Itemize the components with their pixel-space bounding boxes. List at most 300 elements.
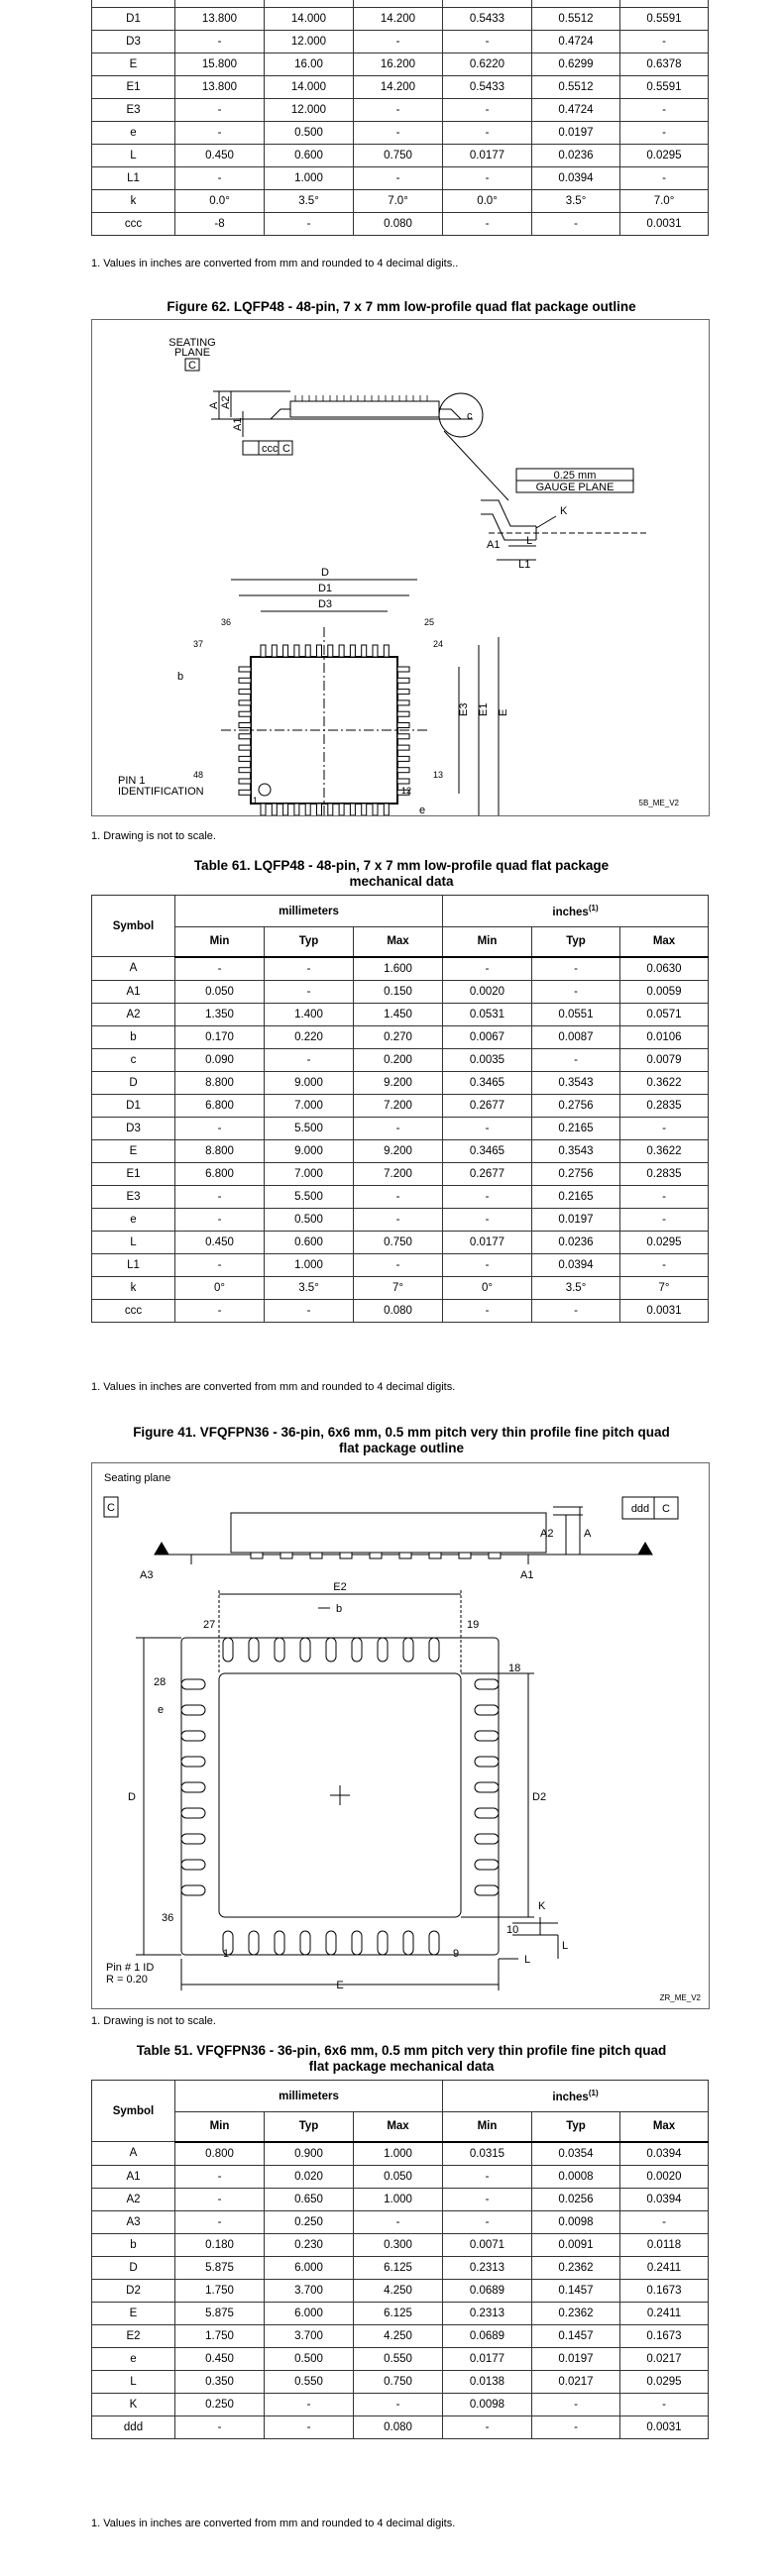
value-cell: 0.230 <box>265 2233 354 2256</box>
value-cell: - <box>443 1253 532 1276</box>
value-cell: 6.800 <box>175 1162 265 1185</box>
value-cell: 7.0° <box>620 190 709 213</box>
table-row <box>92 1094 709 1117</box>
value-cell: 0.0008 <box>532 2165 620 2188</box>
value-cell: - <box>443 99 532 122</box>
label-a1: A1 <box>520 1569 534 1581</box>
value-cell: 0.0394 <box>532 1253 620 1276</box>
label-pin-36: 36 <box>162 1912 174 1924</box>
value-cell: 0.550 <box>354 2347 443 2370</box>
symbol-cell: b <box>92 1025 175 1048</box>
label-e1: E1 <box>478 702 490 716</box>
header-millimeters: millimeters <box>175 2081 443 2112</box>
value-cell: 0.180 <box>175 2233 265 2256</box>
label-d: D <box>321 567 329 579</box>
value-cell: - <box>620 1208 709 1231</box>
value-cell: 0.0079 <box>620 1048 709 1071</box>
value-cell: 0.500 <box>265 2347 354 2370</box>
value-cell: 7.000 <box>265 1094 354 1117</box>
label-pin-19: 19 <box>467 1619 480 1631</box>
value-cell: 0.0091 <box>532 2233 620 2256</box>
symbol-cell: A3 <box>92 2210 175 2233</box>
value-cell: 0.3543 <box>532 1071 620 1094</box>
header-typ: Typ <box>265 927 354 957</box>
value-cell: 0.2677 <box>443 1094 532 1117</box>
value-cell: 0.2313 <box>443 2256 532 2279</box>
value-cell: - <box>443 2165 532 2188</box>
header-min: Min <box>443 2112 532 2142</box>
value-cell: 6.000 <box>265 2256 354 2279</box>
table-row <box>92 980 709 1003</box>
value-cell: 0.0031 <box>620 2415 709 2438</box>
table-row <box>92 1139 709 1162</box>
table-row <box>92 145 709 167</box>
value-cell: - <box>443 957 532 981</box>
value-cell: 0.0531 <box>443 1003 532 1025</box>
value-cell: 1.600 <box>354 957 443 981</box>
value-cell: 3.5° <box>265 1276 354 1299</box>
value-cell: - <box>354 1253 443 1276</box>
value-cell: - <box>354 99 443 122</box>
top-table-footnote: 1. Values in inches are converted from mm and rounded to 4 decimal digits.. <box>91 258 459 269</box>
symbol-cell: D3 <box>92 31 175 54</box>
table-51-title-line1: Table 51. VFQFPN36 - 36-pin, 6x6 mm, 0.5 mm pitch very thin profile fine pitch quad <box>136 2043 667 2058</box>
table-61 <box>91 895 709 1323</box>
value-cell: 0.050 <box>175 980 265 1003</box>
value-cell: 0.200 <box>354 1048 443 1071</box>
value-cell: 12.000 <box>265 99 354 122</box>
value-cell: 0.6299 <box>532 54 620 76</box>
value-cell: 5.500 <box>265 1117 354 1139</box>
table-61-title-line2: mechanical data <box>349 874 454 889</box>
value-cell: - <box>532 980 620 1003</box>
value-cell: 0.0° <box>443 190 532 213</box>
table-row <box>92 1185 709 1208</box>
label-d3: D3 <box>317 598 333 610</box>
value-cell: 7.200 <box>354 1094 443 1117</box>
value-cell: 0.2165 <box>532 1185 620 1208</box>
label-l1: L1 <box>518 559 531 571</box>
value-cell: - <box>620 2393 709 2415</box>
value-cell: - <box>532 1299 620 1322</box>
value-cell: 0.0106 <box>620 1025 709 1048</box>
value-cell: 0.0551 <box>532 1003 620 1025</box>
value-cell: 0.500 <box>265 122 354 145</box>
value-cell: 0.350 <box>175 2370 265 2393</box>
label-pin-13: 13 <box>433 770 444 780</box>
label-pin-27: 27 <box>203 1619 216 1631</box>
value-cell: 0.0394 <box>532 167 620 190</box>
label-e3: E3 <box>458 702 470 716</box>
value-cell: - <box>532 957 620 981</box>
label-c-datum: C <box>188 360 196 372</box>
value-cell: 0.080 <box>354 2415 443 2438</box>
value-cell: 0.0394 <box>620 2188 709 2210</box>
header-max: Max <box>620 927 709 957</box>
value-cell: 0° <box>175 1276 265 1299</box>
value-cell: 3.5° <box>532 190 620 213</box>
header-max: Max <box>620 2112 709 2142</box>
value-cell: 6.125 <box>354 2302 443 2324</box>
label-ddd: ddd <box>630 1503 650 1515</box>
label-e-pitch: e <box>419 805 426 815</box>
symbol-cell: E <box>92 1139 175 1162</box>
value-cell: 6.125 <box>354 2256 443 2279</box>
label-pin-10: 10 <box>506 1924 519 1936</box>
value-cell: - <box>354 2210 443 2233</box>
label-l: L <box>524 1954 531 1966</box>
value-cell: 7.000 <box>265 1162 354 1185</box>
value-cell: 1.000 <box>265 167 354 190</box>
symbol-cell: A <box>92 957 175 981</box>
value-cell: 14.200 <box>354 76 443 99</box>
symbol-cell: D3 <box>92 1117 175 1139</box>
header-typ: Typ <box>532 2112 620 2142</box>
value-cell: 0.5512 <box>532 76 620 99</box>
table-row <box>92 8 709 31</box>
value-cell: - <box>354 1208 443 1231</box>
value-cell: 1.750 <box>175 2279 265 2302</box>
value-cell: - <box>354 1117 443 1139</box>
value-cell: 1.000 <box>265 1253 354 1276</box>
figure-41-code: ZR_ME_V2 <box>659 1993 701 2002</box>
value-cell: - <box>620 99 709 122</box>
value-cell: - <box>620 1253 709 1276</box>
value-cell: 0.0315 <box>443 2142 532 2166</box>
figure-62-title: Figure 62. LQFP48 - 48-pin, 7 x 7 mm low-profile quad flat package outline <box>167 299 636 314</box>
value-cell: 0.0071 <box>443 2233 532 2256</box>
symbol-cell: L1 <box>92 167 175 190</box>
value-cell: 1.750 <box>175 2324 265 2347</box>
value-cell: 4.250 <box>354 2279 443 2302</box>
symbol-cell: E2 <box>92 2324 175 2347</box>
symbol-cell: E3 <box>92 99 175 122</box>
value-cell: 0.1457 <box>532 2279 620 2302</box>
figure-62-footnote: 1. Drawing is not to scale. <box>91 830 216 842</box>
value-cell: 0.090 <box>175 1048 265 1071</box>
label-pin-37: 37 <box>193 639 204 649</box>
value-cell: 0.0197 <box>532 1208 620 1231</box>
symbol-cell: e <box>92 122 175 145</box>
table-row <box>92 2233 709 2256</box>
symbol-cell: ccc <box>92 213 175 236</box>
value-cell: 0.080 <box>354 213 443 236</box>
label-seating: SEATING <box>168 337 216 349</box>
value-cell: - <box>443 1117 532 1139</box>
label-pin-24: 24 <box>433 639 444 649</box>
symbol-cell: D1 <box>92 8 175 31</box>
value-cell: 0.1673 <box>620 2324 709 2347</box>
value-cell: 8.800 <box>175 1071 265 1094</box>
value-cell: 0.3622 <box>620 1139 709 1162</box>
table-row <box>92 167 709 190</box>
value-cell: 7° <box>354 1276 443 1299</box>
label-l: L <box>526 535 533 547</box>
figure-41-footnote: 1. Drawing is not to scale. <box>91 2015 216 2027</box>
label-a2: A2 <box>220 395 232 409</box>
table-row <box>92 190 709 213</box>
value-cell: 0.750 <box>354 145 443 167</box>
value-cell: 3.700 <box>265 2279 354 2302</box>
label-c-datum: C <box>107 1502 115 1514</box>
value-cell: 0.0177 <box>443 2347 532 2370</box>
value-cell: 0.080 <box>354 1299 443 1322</box>
value-cell: 0.0035 <box>443 1048 532 1071</box>
value-cell: 4.250 <box>354 2324 443 2347</box>
value-cell: 0.0295 <box>620 2370 709 2393</box>
label-pin1-id: Pin # 1 ID <box>106 1962 155 1974</box>
value-cell: - <box>175 2210 265 2233</box>
value-cell: 9.200 <box>354 1071 443 1094</box>
value-cell: - <box>443 1208 532 1231</box>
table-row <box>92 1025 709 1048</box>
value-cell: 0.020 <box>265 2165 354 2188</box>
value-cell: 0.250 <box>265 2210 354 2233</box>
value-cell: 0.2411 <box>620 2256 709 2279</box>
value-cell: 7° <box>620 1276 709 1299</box>
value-cell: 0.3465 <box>443 1139 532 1162</box>
value-cell: - <box>532 213 620 236</box>
value-cell: 0.1457 <box>532 2324 620 2347</box>
header-inches-text: inches <box>552 906 589 918</box>
figure-41-title <box>59 1425 743 1456</box>
value-cell: 0.0630 <box>620 957 709 981</box>
value-cell: 0.0° <box>175 190 265 213</box>
table-row <box>92 2347 709 2370</box>
value-cell: 0.0177 <box>443 1231 532 1253</box>
symbol-cell: k <box>92 190 175 213</box>
label-k: K <box>560 505 568 517</box>
label-pin-48: 48 <box>193 770 204 780</box>
value-cell: 0.600 <box>265 1231 354 1253</box>
value-cell: - <box>443 213 532 236</box>
symbol-cell: L1 <box>92 1253 175 1276</box>
table-row <box>92 1299 709 1322</box>
table-51-title-line2: flat package mechanical data <box>308 2059 495 2074</box>
value-cell: 6.000 <box>265 2302 354 2324</box>
top-dimensions-table <box>91 0 709 236</box>
value-cell: 9.000 <box>265 1071 354 1094</box>
label-pin1-b: IDENTIFICATION <box>118 786 204 798</box>
value-cell: 0.0059 <box>620 980 709 1003</box>
table-row <box>92 2165 709 2188</box>
value-cell: 0.5591 <box>620 8 709 31</box>
value-cell: 1.000 <box>354 2188 443 2210</box>
header-inches-sup: (1) <box>588 2089 599 2098</box>
figure-62-labels <box>92 320 709 815</box>
symbol-cell: k <box>92 1276 175 1299</box>
value-cell: 0.5591 <box>620 76 709 99</box>
label-b: b <box>177 671 184 683</box>
value-cell: - <box>532 1048 620 1071</box>
value-cell: 0.2756 <box>532 1162 620 1185</box>
label-a1-detail: A1 <box>487 539 501 551</box>
label-pin-36: 36 <box>221 617 232 627</box>
value-cell: 0.0217 <box>620 2347 709 2370</box>
value-cell: 0.0087 <box>532 1025 620 1048</box>
value-cell: 0.0138 <box>443 2370 532 2393</box>
table-61-title <box>59 858 743 890</box>
table-row <box>92 213 709 236</box>
label-k: K <box>538 1900 546 1912</box>
value-cell: - <box>175 1208 265 1231</box>
value-cell: 15.800 <box>175 54 265 76</box>
header-symbol: Symbol <box>92 896 175 957</box>
value-cell: 14.200 <box>354 8 443 31</box>
symbol-cell: D <box>92 2256 175 2279</box>
value-cell: 0.0067 <box>443 1025 532 1048</box>
table-row <box>92 1253 709 1276</box>
table-51-footnote: 1. Values in inches are converted from mm and rounded to 4 decimal digits. <box>91 2518 456 2529</box>
label-pin-12: 12 <box>401 786 412 796</box>
value-cell: 3.5° <box>532 1276 620 1299</box>
value-cell: 5.500 <box>265 1185 354 1208</box>
symbol-cell: b <box>92 2233 175 2256</box>
table-row <box>92 1003 709 1025</box>
symbol-cell: D <box>92 1071 175 1094</box>
table-row <box>92 2370 709 2393</box>
value-cell: 7.0° <box>354 190 443 213</box>
value-cell: - <box>443 1185 532 1208</box>
symbol-cell: K <box>92 2393 175 2415</box>
header-typ: Typ <box>265 2112 354 2142</box>
value-cell: 0.5433 <box>443 76 532 99</box>
value-cell: 0.0197 <box>532 2347 620 2370</box>
value-cell: 0.0256 <box>532 2188 620 2210</box>
figure-41-title-line1: Figure 41. VFQFPN36 - 36-pin, 6x6 mm, 0.5 mm pitch very thin profile fine pitch quad <box>133 1425 670 1440</box>
value-cell: -8 <box>175 213 265 236</box>
value-cell: 7.200 <box>354 1162 443 1185</box>
value-cell: 16.200 <box>354 54 443 76</box>
label-d1: D1 <box>317 583 333 594</box>
symbol-cell: A2 <box>92 1003 175 1025</box>
value-cell: - <box>175 167 265 190</box>
value-cell: 0.2313 <box>443 2302 532 2324</box>
table-61-footnote: 1. Values in inches are converted from mm and rounded to 4 decimal digits. <box>91 1381 456 1393</box>
table-row <box>92 2210 709 2233</box>
value-cell: 0.300 <box>354 2233 443 2256</box>
value-cell: 0.250 <box>175 2393 265 2415</box>
value-cell: 1.000 <box>354 2142 443 2166</box>
table-row <box>92 1048 709 1071</box>
header-max: Max <box>354 2112 443 2142</box>
value-cell: 0.2362 <box>532 2302 620 2324</box>
label-b: b <box>336 1603 343 1615</box>
label-ccc: ccc <box>262 443 279 455</box>
value-cell: 1.350 <box>175 1003 265 1025</box>
table-row <box>92 2142 709 2166</box>
value-cell: 0.0118 <box>620 2233 709 2256</box>
value-cell: 0.5512 <box>532 8 620 31</box>
label-e-pitch: e <box>158 1704 165 1716</box>
value-cell: - <box>265 957 354 981</box>
value-cell: 0.2165 <box>532 1117 620 1139</box>
value-cell: 3.5° <box>265 190 354 213</box>
value-cell: 16.00 <box>265 54 354 76</box>
header-inches <box>443 2081 709 2112</box>
figure-62-code: 5B_ME_V2 <box>638 799 679 807</box>
table-row <box>92 2188 709 2210</box>
value-cell: - <box>265 1299 354 1322</box>
value-cell: 0.0354 <box>532 2142 620 2166</box>
value-cell: 0.4724 <box>532 31 620 54</box>
value-cell: - <box>620 2210 709 2233</box>
value-cell: - <box>532 2415 620 2438</box>
value-cell: - <box>443 2210 532 2233</box>
label-pin-9: 9 <box>453 1948 460 1960</box>
table-row <box>92 1117 709 1139</box>
symbol-cell: A1 <box>92 980 175 1003</box>
header-typ: Typ <box>532 927 620 957</box>
label-gauge-plane: GAUGE PLANE <box>535 482 615 493</box>
table-row <box>92 2415 709 2438</box>
value-cell: - <box>354 167 443 190</box>
label-pin-18: 18 <box>508 1663 521 1674</box>
figure-41-title-line2: flat package outline <box>338 1441 465 1455</box>
figure-62-drawing <box>91 319 710 816</box>
value-cell: - <box>175 2165 265 2188</box>
symbol-cell: D2 <box>92 2279 175 2302</box>
value-cell: - <box>443 2188 532 2210</box>
value-cell: 0.750 <box>354 1231 443 1253</box>
value-cell: - <box>175 1299 265 1322</box>
symbol-cell: ccc <box>92 1299 175 1322</box>
value-cell: - <box>443 167 532 190</box>
table-row <box>92 31 709 54</box>
label-pin1-radius: R = 0.20 <box>106 1974 148 1986</box>
label-pin-28: 28 <box>154 1676 167 1688</box>
value-cell: 0.2677 <box>443 1162 532 1185</box>
value-cell: - <box>265 213 354 236</box>
label-ddd-datum: C <box>662 1503 670 1515</box>
label-a3: A3 <box>140 1569 154 1581</box>
symbol-cell: A1 <box>92 2165 175 2188</box>
value-cell: 0.550 <box>265 2370 354 2393</box>
figure-41-drawing <box>91 1462 710 2009</box>
table-row <box>92 76 709 99</box>
value-cell: 0.0217 <box>532 2370 620 2393</box>
symbol-cell: L <box>92 2370 175 2393</box>
value-cell: 0.0098 <box>443 2393 532 2415</box>
header-min: Min <box>175 927 265 957</box>
label-a: A <box>584 1528 592 1540</box>
table-51-title <box>59 2043 743 2075</box>
value-cell: 0.270 <box>354 1025 443 1048</box>
value-cell: - <box>265 980 354 1003</box>
value-cell: 0.600 <box>265 145 354 167</box>
value-cell: 0.500 <box>265 1208 354 1231</box>
label-l-side: L <box>562 1940 569 1952</box>
value-cell: 0.450 <box>175 1231 265 1253</box>
label-pin-25: 25 <box>424 617 435 627</box>
value-cell: - <box>620 122 709 145</box>
value-cell: 0.0571 <box>620 1003 709 1025</box>
value-cell: 13.800 <box>175 8 265 31</box>
value-cell: 5.875 <box>175 2302 265 2324</box>
symbol-cell: E <box>92 54 175 76</box>
value-cell: 0.2362 <box>532 2256 620 2279</box>
value-cell: 0.0197 <box>532 122 620 145</box>
value-cell: 14.000 <box>265 76 354 99</box>
figure-41-labels <box>92 1463 709 2008</box>
value-cell: 0.3465 <box>443 1071 532 1094</box>
value-cell: 0.0689 <box>443 2324 532 2347</box>
header-millimeters: millimeters <box>175 896 443 927</box>
symbol-cell: L <box>92 145 175 167</box>
label-pin-1: 1 <box>223 1948 230 1960</box>
value-cell: 0.450 <box>175 145 265 167</box>
table-row <box>92 1276 709 1299</box>
